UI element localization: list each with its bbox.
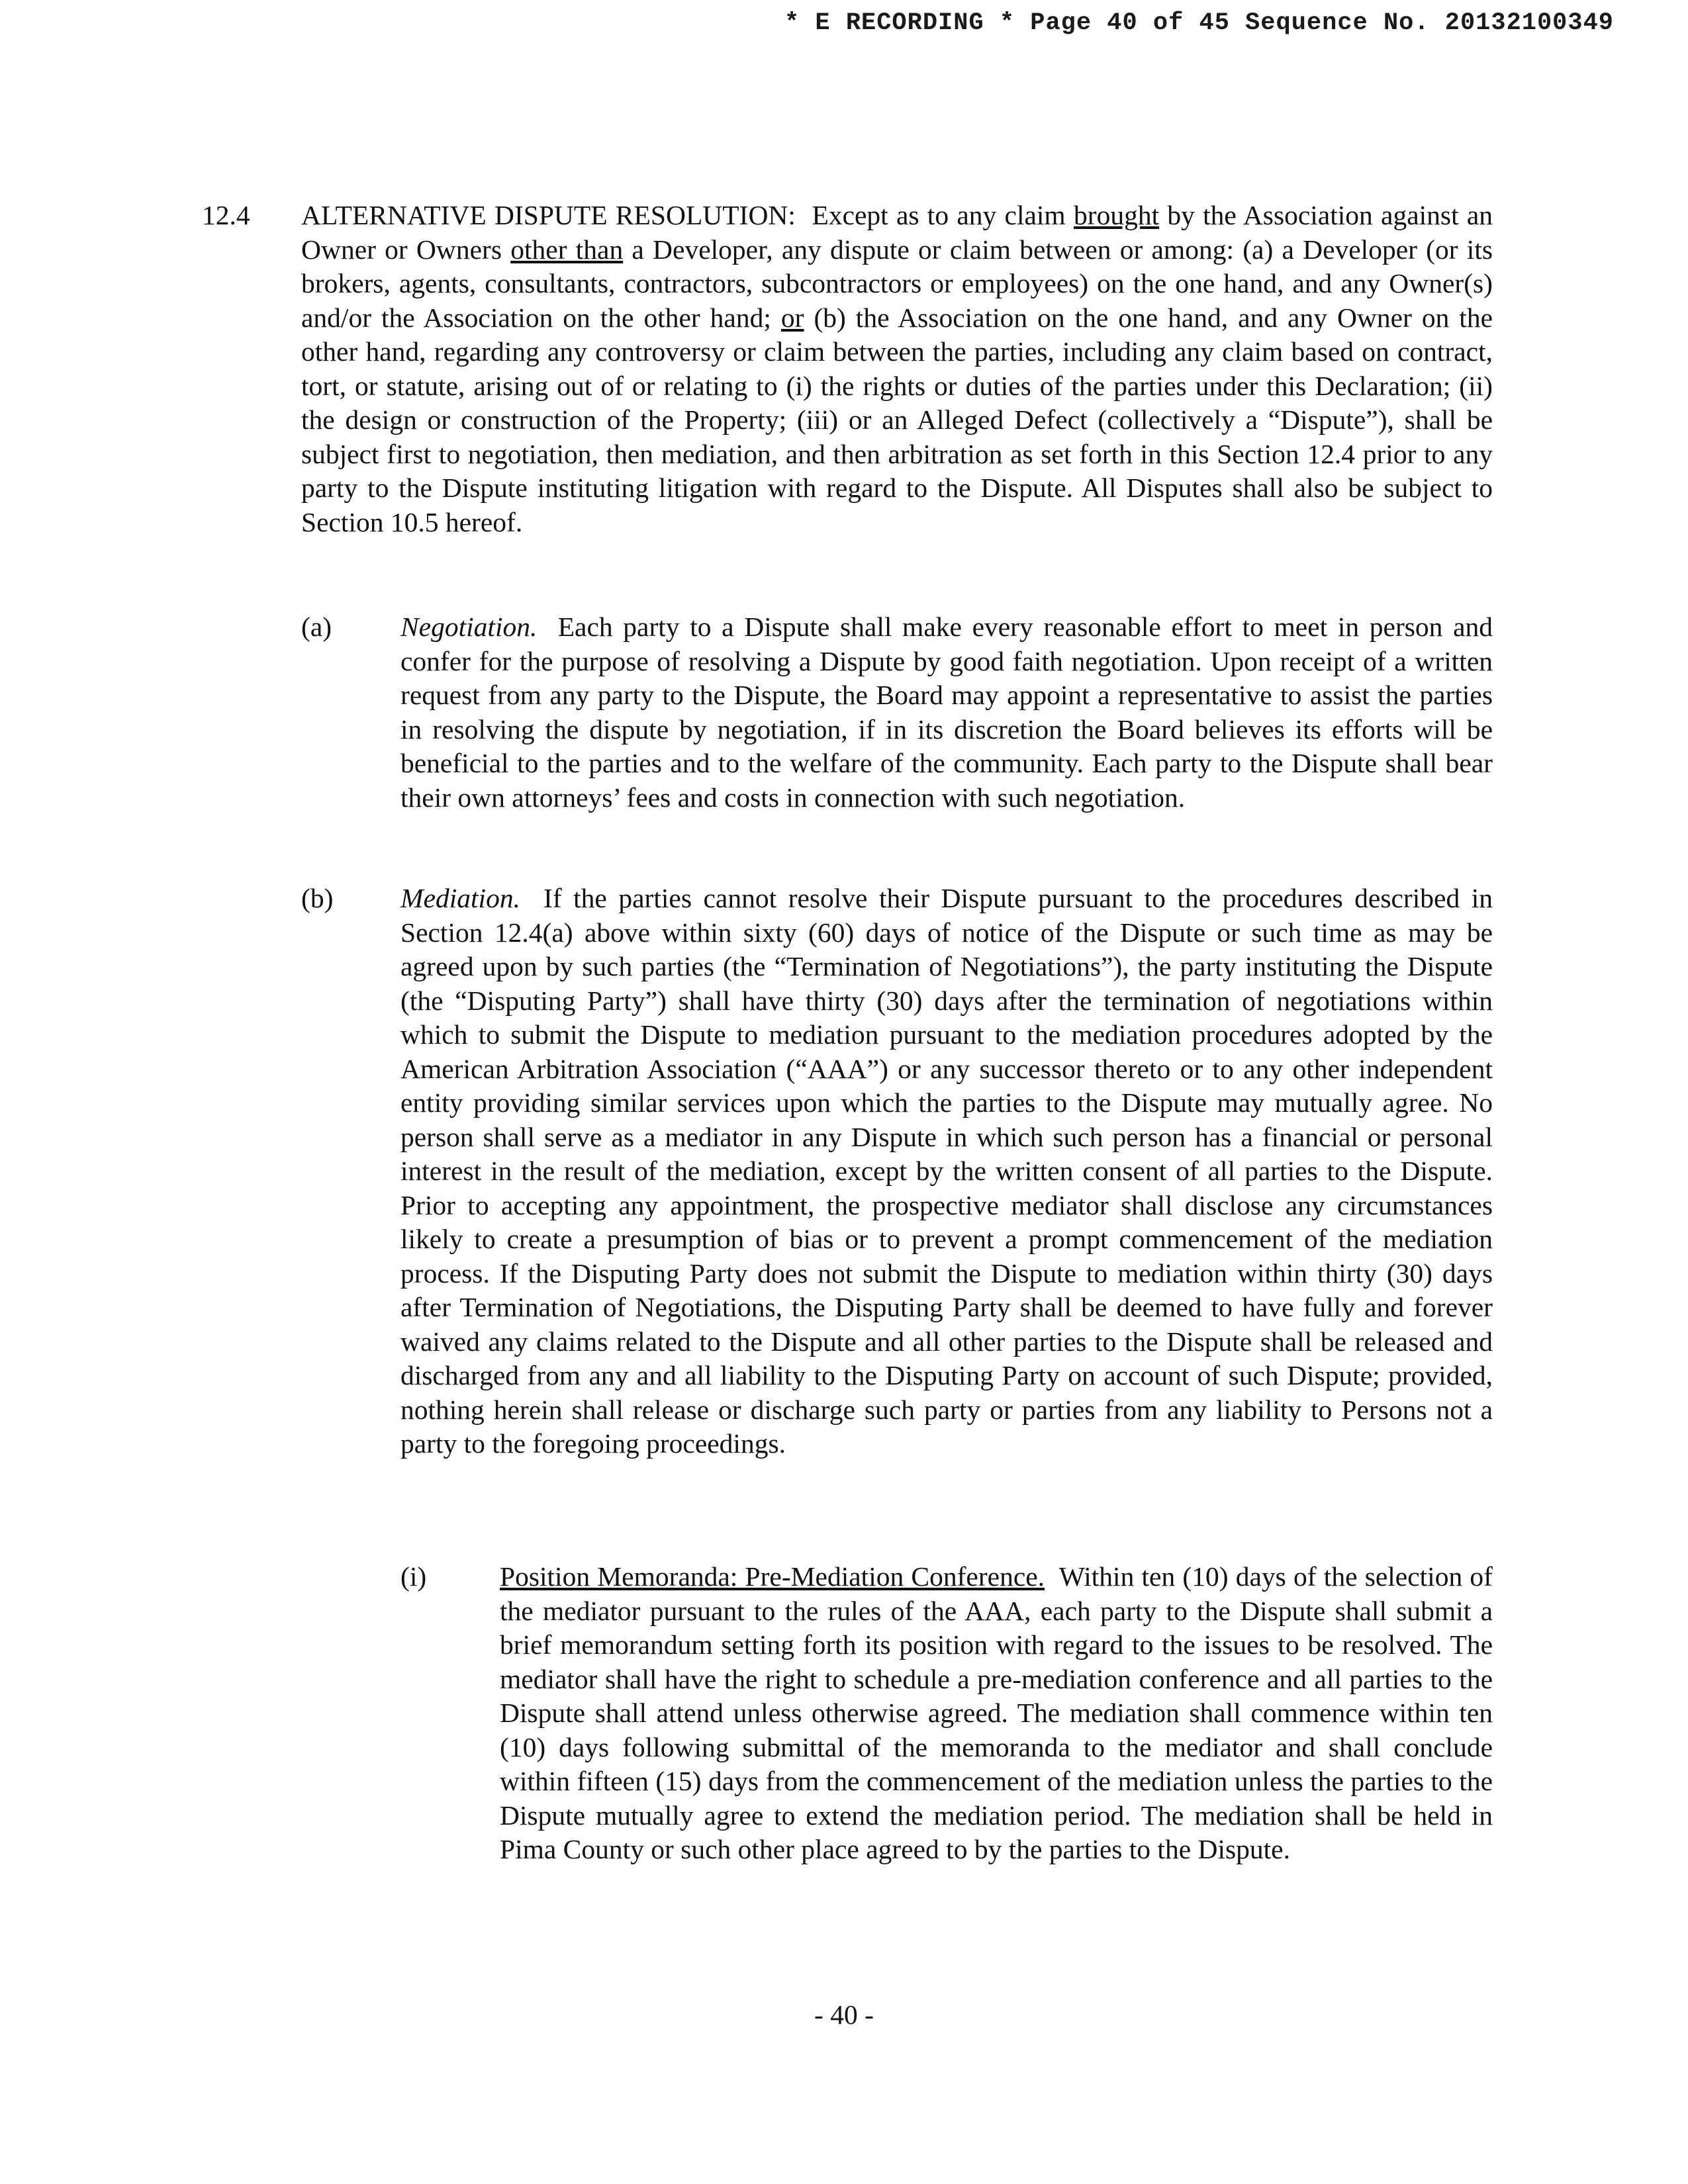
underlined-or: or <box>780 302 804 333</box>
subsection-label-a: (a) <box>301 612 332 642</box>
subsection-title-position-memoranda: Position Memoranda: Pre-Mediation Conference. <box>500 1561 1045 1592</box>
subsection-paragraph-a <box>400 610 1493 815</box>
section-heading: ALTERNATIVE DISPUTE RESOLUTION: <box>301 200 796 230</box>
subsection-paragraph-i <box>500 1560 1493 1867</box>
subsection-label-b: (b) <box>301 883 334 913</box>
subsection-paragraph-b <box>400 882 1493 1461</box>
page-number: - 40 - <box>814 1999 874 2030</box>
section-text-1: Except as to any claim <box>812 200 1066 230</box>
subsection-text-i: Within ten (10) days of the selection of the mediator pursuant to the rules of the AAA, each party to the Dispute shall submit a brief memorandum setting forth its position with regard to the issues to be resolved. The mediator shall have the right to schedule a pre-mediation conference and all parties to the Dispute shall attend unless otherwise agreed. The mediation shall commence within ten (10) days following submittal of the memoranda to the mediator and shall conclude within fifteen (15) days from the commencement of the mediation unless the parties to the Dispute mutually agree to extend the mediation period. The mediation shall be held in Pima County or such other place agreed to by the parties to the Dispute. <box>500 1561 1493 1864</box>
subsection-text-b: If the parties cannot resolve their Dispute pursuant to the procedures described in Section 12.4(a) above within sixty (60) days of notice of the Dispute or such time as may be agreed upon by such parties (the “Termination of Negotiations”), the party instituting the Dispute (the “Disputing Party”) shall have thirty (30) days after the termination of negotiations within which to submit the Dispute to mediation pursuant to the mediation procedures adopted by the American Arbitration Association (“AAA”) or any successor thereto or to any other independent entity providing similar services upon which the parties to the Dispute may mutually agree. No person shall serve as a mediator in any Dispute in which such person has a financial or personal interest in the result of the mediation, except by the written consent of all parties to the Dispute. Prior to accepting any appointment, the prospective mediator shall disclose any circumstances likely to create a presumption of bias or to prevent a prompt commencement of the mediation process. If the Disputing Party does not submit the Dispute to mediation within thirty (30) days after Termination of Negotiations, the Disputing Party shall be deemed to have fully and forever waived any claims related to the Dispute and all other parties to the Dispute shall be released and discharged from any and all liability to the Disputing Party on account of such Dispute; provided, nothing herein shall release or discharge such party or parties from any liability to Persons not a party to the foregoing proceedings. <box>400 883 1493 1459</box>
underlined-other-than: other than <box>510 234 624 265</box>
recording-header: * E RECORDING * Page 40 of 45 Sequence No. 20132100349 <box>784 9 1614 37</box>
subsection-title-negotiation: Negotiation. <box>400 612 538 642</box>
subsection-label-i: (i) <box>400 1561 427 1592</box>
subsection-text-a: Each party to a Dispute shall make every reasonable effort to meet in person and confer for the purpose of resolving a Dispute by good faith negotiation. Upon receipt of a written request from any party to the Dispute, the Board may appoint a representative to assist the parties in resolving the dispute by negotiation, if in its discretion the Board believes its efforts will be beneficial to the parties and to the welfare of the community. Each party to the Dispute shall bear their own attorneys’ fees and costs in connection with such negotiation. <box>400 612 1493 813</box>
section-number: 12.4 <box>202 200 250 230</box>
section-text-2: by the Association against an Owner or Owners <box>301 200 1493 265</box>
subsection-title-mediation: Mediation. <box>400 883 520 913</box>
section-paragraph <box>301 199 1493 539</box>
section-text-3: a Developer, any dispute or claim between or among: (a) a Developer (or its brokers, agents, consultants, contractors, subcontractors or employees) on the one hand, and any Owner(s) and/or the Association on the other hand; <box>301 234 1493 333</box>
underlined-brought: brought <box>1074 200 1160 230</box>
section-text-4: (b) the Association on the one hand, and any Owner on the other hand, regarding any controversy or claim between the parties, including any claim based on contract, tort, or statute, arising out of or relating to (i) the rights or duties of the parties under this Declaration; (ii) the design or construction of the Property; (iii) or an Alleged Defect (collectively a “Dispute”), shall be subject first to negotiation, then mediation, and then arbitration as set forth in this Section 12.4 prior to any party to the Dispute instituting litigation with regard to the Dispute. All Disputes shall also be subject to Section 10.5 hereof. <box>301 302 1493 537</box>
